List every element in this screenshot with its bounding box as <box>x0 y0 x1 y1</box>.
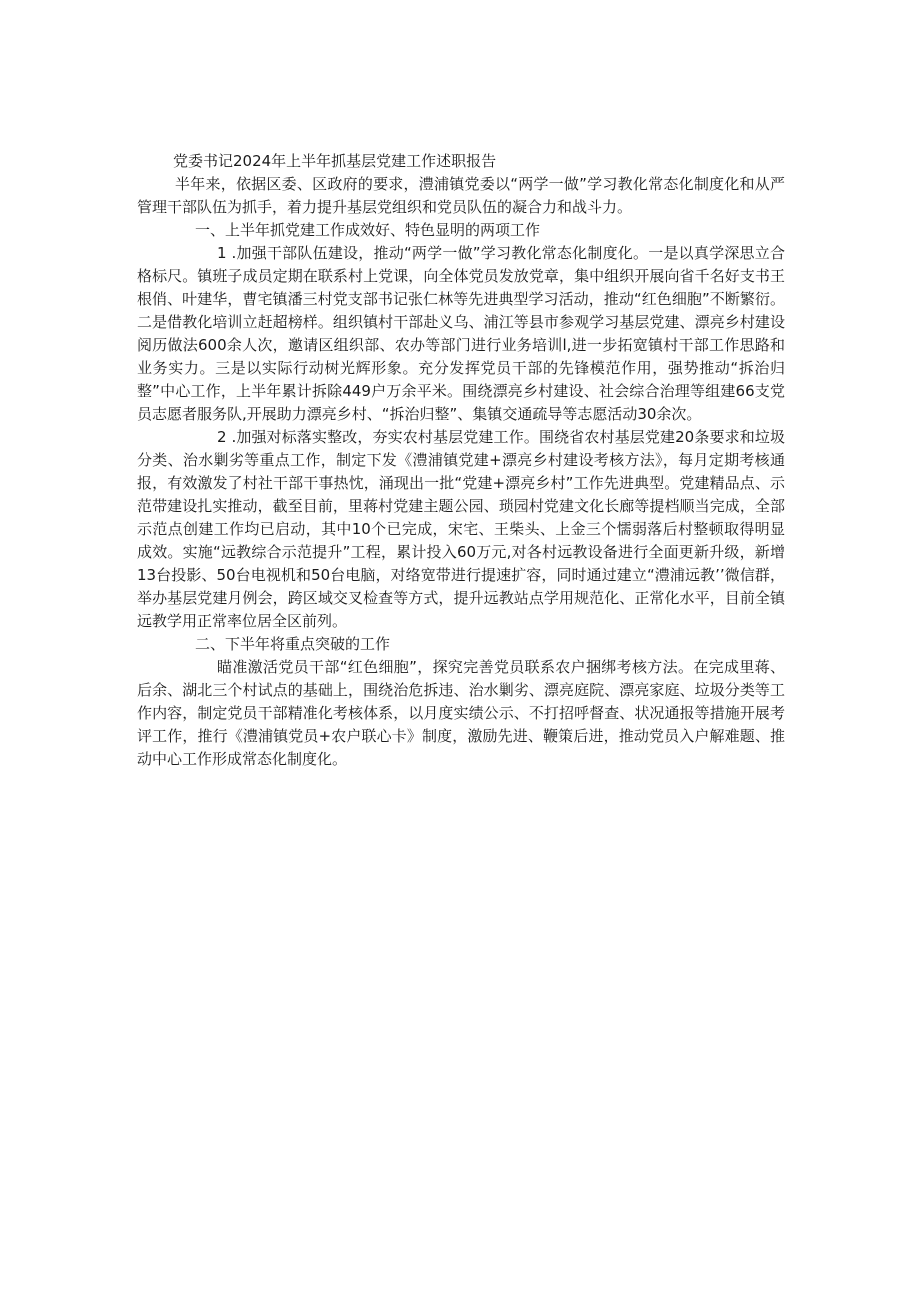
document-body <box>137 150 785 771</box>
section-2-heading: 二、下半年将重点突破的工作 <box>195 635 391 653</box>
section-1-item-1: 1 .加强干部队伍建设，推动“两学一做”学习教化常态化制度化。一是以真学深思立合格标尺。镇班子成员定期在联系村上党课，向全体党员发放党章，集中组织开展向省千名好支书王根俏、叶建华，曹宅镇潘三村党支部书记张仁林等先进典型学习活动，推动“红色细胞”不断繁衍。二是借教化培训立赶超榜样。组织镇村干部赴义乌、浦江等县市参观学习基层党建、漂亮乡村建设阅历做法600余人次，邀请区组织部、农办等部门进行业务培训l,进一步拓宽镇村干部工作思路和业务实力。三是以实际行动树光辉形象。充分发挥党员干部的先锋模范作用，强势推动“拆治归整”中心工作，上半年累计拆除449户万余平米。围绕漂亮乡村建设、社会综合治理等组建66支党员志愿者服务队,开展助力漂亮乡村、“拆治归整”、集镇交通疏导等志愿活动30余次。 <box>137 244 785 423</box>
section-2-body: 瞄准激活党员干部“红色细胞”，探究完善党员联系农户捆绑考核方法。在完成里蒋、后余、湖北三个村试点的基础上，围绕治危拆违、治水剿劣、漂亮庭院、漂亮家庭、垃圾分类等工作内容，制定党员干部精准化考核体系，以月度实绩公示、不打招呼督查、状况通报等措施开展考评工作，推行《澧浦镇党员+农户联心卡》制度，激励先进、鞭策后进，推动党员入户解难题、推动中心工作形成常态化制度化。 <box>137 658 785 768</box>
document-title: 党委书记2024年上半年抓基层党建工作述职报告 <box>173 152 497 170</box>
section-1-item-2: 2 .加强对标落实整改，夯实农村基层党建工作。围绕省农村基层党建20条要求和垃圾分类、治水剿劣等重点工作，制定下发《澧浦镇党建+漂亮乡村建设考核方法》，每月定期考核通报，有效激发了村社干部干事热忱，涌现出一批“党建+漂亮乡村”工作先进典型。党建精品点、示范带建设扎实推动，截至目前，里蒋村党建主题公园、琐园村党建文化长廊等提档顺当完成，全部示范点创建工作均已启动，其中10个已完成，宋宅、王柴头、上金三个懦弱落后村整顿取得明显成效。实施“远教综合示范提升”工程，累计投入60万元,对各村远教设备进行全面更新升级，新增13台投影、50台电视机和50台电脑，对络宽带进行提速扩容，同时通过建立“澧浦远教’’微信群，举办基层党建月例会，跨区域交叉检查等方式，提升远教站点学用规范化、正常化水平，目前全镇远教学用正常率位居全区前列。 <box>137 428 785 630</box>
section-1-heading: 一、上半年抓党建工作成效好、特色显明的两项工作 <box>195 221 541 239</box>
intro-paragraph: 半年来，依据区委、区政府的要求，澧浦镇党委以“两学一做”学习教化常态化制度化和从严管理干部队伍为抓手，着力提升基层党组织和党员队伍的凝合力和战斗力。 <box>137 175 785 216</box>
